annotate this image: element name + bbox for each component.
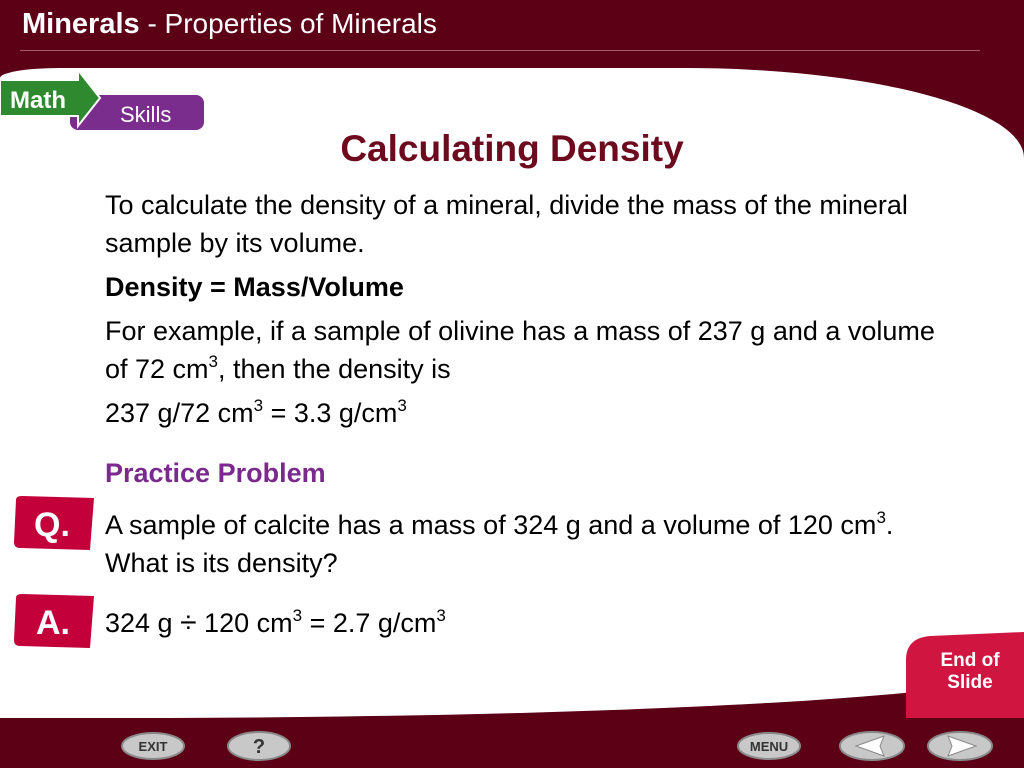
answer-text-a: 324 g	[105, 608, 181, 638]
menu-label: MENU	[749, 739, 789, 754]
example-superscript: 3	[208, 352, 219, 371]
answer-superscript-1: 3	[292, 606, 303, 625]
header-title-bold: Minerals	[22, 8, 140, 40]
answer-superscript-2: 3	[436, 606, 446, 625]
answer-badge-label: A.	[36, 604, 70, 642]
math-skills-badge	[0, 68, 210, 134]
question-text-b: . What is its density?	[105, 510, 894, 578]
answer-badge	[12, 592, 96, 650]
exit-label: EXIT	[138, 739, 168, 754]
calc-superscript-2: 3	[397, 396, 407, 415]
end-of-slide-button[interactable]	[906, 632, 1024, 718]
question-badge-label: Q.	[34, 506, 70, 544]
footer-nav	[0, 718, 1024, 768]
skills-label: Skills	[120, 102, 172, 127]
header-title-subtitle: - Properties of Minerals	[139, 8, 437, 39]
slide-title: Calculating Density	[340, 128, 684, 169]
answer-text-c: = 2.7 g/cm	[302, 608, 437, 638]
help-button[interactable]	[226, 728, 292, 764]
end-of-slide-line2: Slide	[947, 672, 993, 693]
example-text-a: For example, if a sample of olivine has a mass of 237 g and a volume of 72 cm	[105, 316, 935, 384]
slide-content	[105, 186, 955, 492]
intro-paragraph: To calculate the density of a mineral, divide the mass of the mineral sample by its volume.	[105, 190, 908, 258]
exit-button[interactable]	[120, 730, 186, 762]
division-sign: ÷	[180, 606, 197, 639]
math-label: Math	[10, 87, 66, 114]
question-text	[105, 506, 935, 582]
calc-superscript-1: 3	[253, 396, 264, 415]
example-text-b: , then the density is	[218, 354, 451, 384]
question-superscript: 3	[876, 508, 886, 527]
density-formula: Density = Mass/Volume	[105, 272, 404, 302]
help-label: ?	[252, 736, 266, 758]
forward-button[interactable]	[926, 728, 994, 764]
header-divider	[20, 50, 980, 51]
question-badge	[12, 494, 96, 552]
end-of-slide-line1: End of	[940, 650, 1000, 671]
calc-text-a: 237 g/72 cm	[105, 398, 254, 428]
calc-text-b: = 3.3 g/cm	[263, 398, 398, 428]
menu-button[interactable]	[736, 730, 802, 762]
answer-text-b: 120 cm	[196, 608, 293, 638]
header-title	[22, 8, 437, 41]
back-button[interactable]	[838, 728, 906, 764]
question-text-a: A sample of calcite has a mass of 324 g and a volume of 120 cm	[105, 510, 877, 540]
header-bar	[0, 0, 1024, 60]
example-calculation	[105, 394, 955, 432]
example-paragraph	[105, 312, 955, 388]
practice-heading: Practice Problem	[105, 458, 326, 488]
answer-text	[105, 604, 935, 642]
